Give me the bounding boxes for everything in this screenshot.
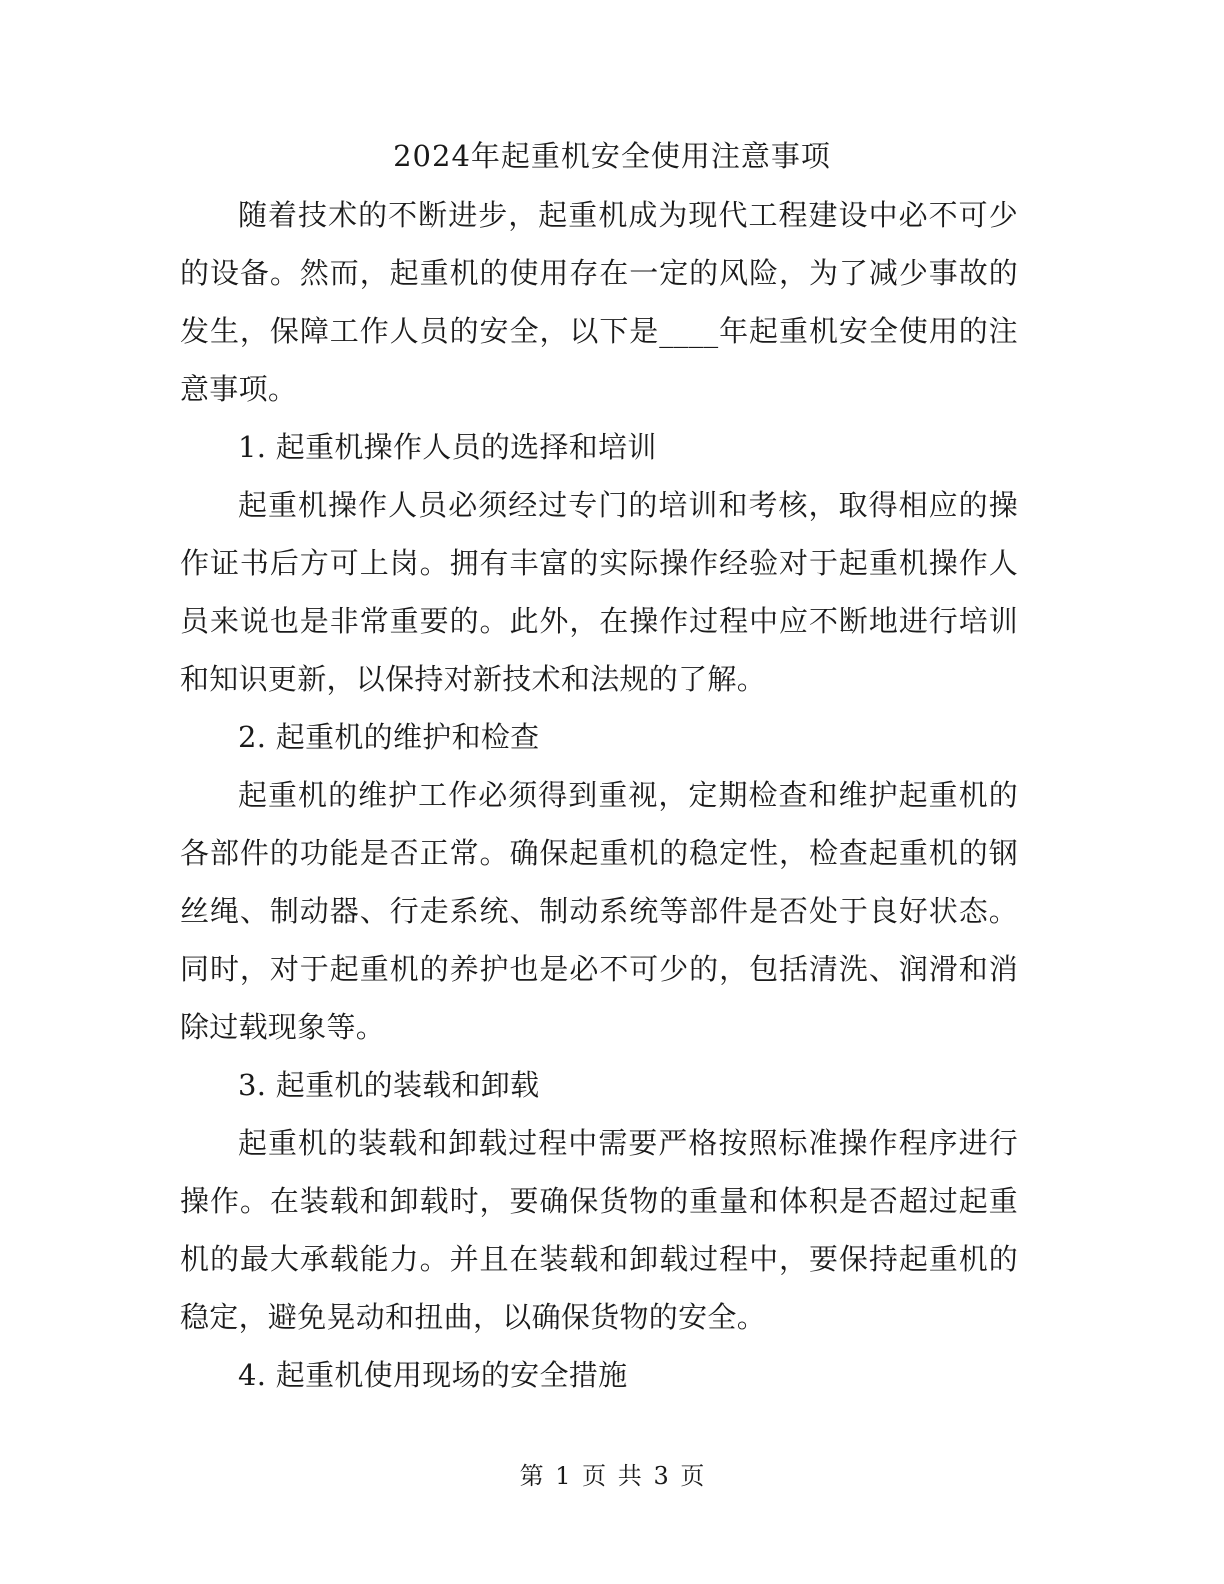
section-heading-1: 1. 起重机操作人员的选择和培训 bbox=[238, 430, 657, 464]
section-heading-2: 2. 起重机的维护和检查 bbox=[238, 720, 540, 754]
section-paragraph-3: 起重机的装载和卸载过程中需要严格按照标准操作程序进行操作。在装载和卸载时，要确保货物的重量和体积是否超过起重机的最大承载能力。并且在装载和卸载过程中，要保持起重机的稳定，避免晃动和扭曲，以确保货物的安全。 bbox=[180, 1126, 1018, 1334]
section-paragraph-1: 起重机操作人员必须经过专门的培训和考核，取得相应的操作证书后方可上岗。拥有丰富的实际操作经验对于起重机操作人员来说也是非常重要的。此外，在操作过程中应不断地进行培训和知识更新，以保持对新技术和法规的了解。 bbox=[180, 488, 1018, 696]
section-heading-3: 3. 起重机的装载和卸载 bbox=[238, 1068, 540, 1102]
page-footer: 第 1 页 共 3 页 bbox=[519, 1462, 705, 1490]
intro-paragraph: 随着技术的不断进步，起重机成为现代工程建设中必不可少的设备。然而，起重机的使用存在一定的风险，为了减少事故的发生，保障工作人员的安全，以下是____年起重机安全使用的注意事项。 bbox=[180, 198, 1018, 406]
section-paragraph-2: 起重机的维护工作必须得到重视，定期检查和维护起重机的各部件的功能是否正常。确保起重机的稳定性，检查起重机的钢丝绳、制动器、行走系统、制动系统等部件是否处于良好状态。同时，对于起重机的养护也是必不可少的，包括清洗、润滑和消除过载现象等。 bbox=[180, 778, 1018, 1044]
section-heading-4: 4. 起重机使用现场的安全措施 bbox=[238, 1358, 628, 1392]
document-body bbox=[180, 186, 1018, 1404]
document-title: 2024年起重机安全使用注意事项 bbox=[393, 139, 831, 173]
